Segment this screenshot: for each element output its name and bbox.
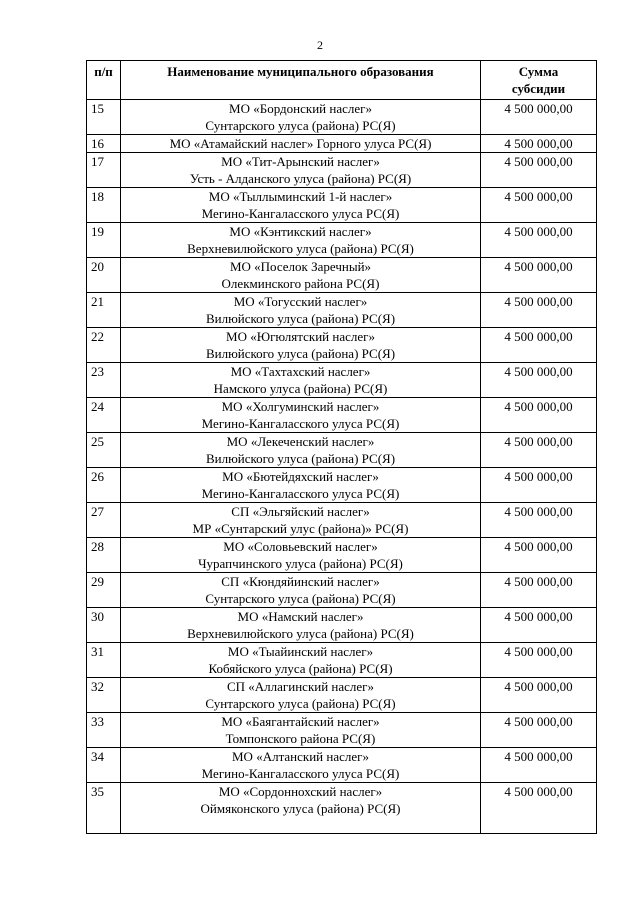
municipality-name-line1: МО «Тахтахский наслег» <box>230 364 371 379</box>
row-number: 27 <box>87 503 121 538</box>
municipality-name <box>121 678 481 713</box>
row-number: 31 <box>87 643 121 678</box>
row-number: 21 <box>87 293 121 328</box>
municipality-name-line1: МО «Алтанский наслег» <box>232 749 369 764</box>
table-row <box>87 100 597 135</box>
municipality-name <box>121 293 481 328</box>
table-row <box>87 188 597 223</box>
table-row <box>87 538 597 573</box>
subsidy-amount: 4 500 000,00 <box>481 328 597 363</box>
subsidy-amount: 4 500 000,00 <box>481 468 597 503</box>
municipality-name-line2: Верхневилюйского улуса (района) РС(Я) <box>187 626 414 641</box>
municipality-name-line2: Мегино-Кангаласского улуса РС(Я) <box>201 486 400 501</box>
table-row <box>87 573 597 608</box>
municipality-name-line2: Усть - Алданского улуса (района) РС(Я) <box>189 171 412 186</box>
row-number: 15 <box>87 100 121 135</box>
municipality-name-line2: Мегино-Кангаласского улуса РС(Я) <box>201 206 400 221</box>
municipality-name-line2: МР «Сунтарский улус (района)» РС(Я) <box>192 521 409 536</box>
municipality-name-line1: МО «Тыллыминский 1-й наслег» <box>208 189 393 204</box>
municipality-name <box>121 433 481 468</box>
subsidy-table <box>86 60 597 834</box>
municipality-name-line2: Сунтарского улуса (района) РС(Я) <box>205 696 396 711</box>
subsidy-amount: 4 500 000,00 <box>481 135 597 153</box>
row-number: 16 <box>87 135 121 153</box>
row-number: 33 <box>87 713 121 748</box>
municipality-name-line1: СП «Кюндяйинский наслег» <box>221 574 380 589</box>
subsidy-amount: 4 500 000,00 <box>481 503 597 538</box>
subsidy-amount: 4 500 000,00 <box>481 678 597 713</box>
table-row <box>87 468 597 503</box>
municipality-name-line1: МО «Бютейдяхский наслег» <box>222 469 379 484</box>
municipality-name <box>121 468 481 503</box>
municipality-name-line2: Сунтарского улуса (района) РС(Я) <box>205 591 396 606</box>
municipality-name-line1: МО «Кэнтикский наслег» <box>229 224 372 239</box>
row-number: 18 <box>87 188 121 223</box>
table-row <box>87 293 597 328</box>
municipality-name <box>121 783 481 834</box>
municipality-name-line2: Вилюйского улуса (района) РС(Я) <box>205 451 396 466</box>
table-row <box>87 713 597 748</box>
municipality-name <box>121 100 481 135</box>
subsidy-amount: 4 500 000,00 <box>481 398 597 433</box>
subsidy-amount: 4 500 000,00 <box>481 293 597 328</box>
municipality-name-line1: СП «Аллагинский наслег» <box>226 679 375 694</box>
municipality-name-line2: Томпонского района РС(Я) <box>225 731 376 746</box>
table-header-row <box>87 61 597 100</box>
table-row <box>87 363 597 398</box>
header-num: п/п <box>87 61 121 100</box>
municipality-name <box>121 153 481 188</box>
header-sum-line1: Сумма <box>518 64 559 79</box>
municipality-name <box>121 223 481 258</box>
municipality-name <box>121 748 481 783</box>
row-number: 24 <box>87 398 121 433</box>
table-row <box>87 608 597 643</box>
municipality-name-line1: МО «Баягантайский наслег» <box>221 714 380 729</box>
municipality-name-line2: Мегино-Кангаласского улуса РС(Я) <box>201 416 400 431</box>
municipality-name <box>121 398 481 433</box>
municipality-name <box>121 608 481 643</box>
municipality-name-line1: МО «Холгуминский наслег» <box>221 399 380 414</box>
header-sum-line2: субсидии <box>511 81 566 96</box>
municipality-name <box>121 503 481 538</box>
row-number: 20 <box>87 258 121 293</box>
municipality-name-line1: МО «Сордоннохский наслег» <box>218 784 383 799</box>
row-number: 17 <box>87 153 121 188</box>
subsidy-amount: 4 500 000,00 <box>481 573 597 608</box>
municipality-name-line1: МО «Бордонский наслег» <box>229 101 372 116</box>
table-row <box>87 748 597 783</box>
table-row <box>87 783 597 834</box>
row-number: 32 <box>87 678 121 713</box>
row-number: 23 <box>87 363 121 398</box>
row-number: 35 <box>87 783 121 834</box>
subsidy-amount: 4 500 000,00 <box>481 363 597 398</box>
municipality-name-line2: Верхневилюйского улуса (района) РС(Я) <box>187 241 414 256</box>
subsidy-amount: 4 500 000,00 <box>481 153 597 188</box>
municipality-name <box>121 135 481 153</box>
page-number: 2 <box>317 38 323 52</box>
municipality-name-line2: Вилюйского улуса (района) РС(Я) <box>205 311 396 326</box>
row-number: 28 <box>87 538 121 573</box>
subsidy-amount: 4 500 000,00 <box>481 538 597 573</box>
municipality-name-line2: Чурапчинского улуса (района) РС(Я) <box>198 556 403 571</box>
row-number: 19 <box>87 223 121 258</box>
municipality-name-line2: Олекминского района РС(Я) <box>221 276 380 291</box>
table-row <box>87 153 597 188</box>
municipality-name-line1: МО «Тогусский наслег» <box>233 294 368 309</box>
subsidy-amount: 4 500 000,00 <box>481 783 597 834</box>
municipality-name <box>121 258 481 293</box>
table-row <box>87 328 597 363</box>
subsidy-amount: 4 500 000,00 <box>481 643 597 678</box>
subsidy-amount: 4 500 000,00 <box>481 223 597 258</box>
subsidy-amount: 4 500 000,00 <box>481 713 597 748</box>
row-number: 29 <box>87 573 121 608</box>
municipality-name-line1: МО «Атамайский наслег» Горного улуса РС(Я) <box>169 136 432 151</box>
municipality-name-line2: Оймяконского улуса (района) РС(Я) <box>200 801 401 816</box>
table-row <box>87 433 597 468</box>
table-row <box>87 135 597 153</box>
municipality-name <box>121 188 481 223</box>
subsidy-amount: 4 500 000,00 <box>481 748 597 783</box>
subsidy-amount: 4 500 000,00 <box>481 433 597 468</box>
municipality-name <box>121 538 481 573</box>
municipality-name <box>121 363 481 398</box>
table-row <box>87 678 597 713</box>
municipality-name-line1: СП «Эльгяйский наслег» <box>231 504 370 519</box>
row-number: 26 <box>87 468 121 503</box>
municipality-name-line1: МО «Тит-Арынский наслег» <box>221 154 380 169</box>
municipality-name-line2: Мегино-Кангаласского улуса РС(Я) <box>201 766 400 781</box>
municipality-name-line1: МО «Намский наслег» <box>237 609 364 624</box>
municipality-name <box>121 573 481 608</box>
table-row <box>87 503 597 538</box>
municipality-name-line1: МО «Лекеченский наслег» <box>226 434 375 449</box>
subsidy-amount: 4 500 000,00 <box>481 258 597 293</box>
municipality-name-line1: МО «Поселок Заречный» <box>229 259 372 274</box>
municipality-name <box>121 328 481 363</box>
row-number: 25 <box>87 433 121 468</box>
municipality-name-line2: Вилюйского улуса (района) РС(Я) <box>205 346 396 361</box>
municipality-name-line2: Намского улуса (района) РС(Я) <box>213 381 388 396</box>
table-row <box>87 223 597 258</box>
municipality-name-line1: МО «Соловьевский наслег» <box>223 539 378 554</box>
row-number: 22 <box>87 328 121 363</box>
subsidy-amount: 4 500 000,00 <box>481 608 597 643</box>
subsidy-amount: 4 500 000,00 <box>481 188 597 223</box>
municipality-name <box>121 713 481 748</box>
table-row <box>87 643 597 678</box>
municipality-name <box>121 643 481 678</box>
row-number: 34 <box>87 748 121 783</box>
header-name: Наименование муниципального образования <box>121 61 481 100</box>
subsidy-amount: 4 500 000,00 <box>481 100 597 135</box>
table-row <box>87 398 597 433</box>
municipality-name-line1: МО «Тыайинский наслег» <box>227 644 374 659</box>
table-body <box>87 100 597 834</box>
table-row <box>87 258 597 293</box>
row-number: 30 <box>87 608 121 643</box>
header-sum <box>481 61 597 100</box>
municipality-name-line2: Кобяйского улуса (района) РС(Я) <box>208 661 393 676</box>
municipality-name-line2: Сунтарского улуса (района) РС(Я) <box>205 118 396 133</box>
municipality-name-line1: МО «Югюлятский наслег» <box>226 329 375 344</box>
